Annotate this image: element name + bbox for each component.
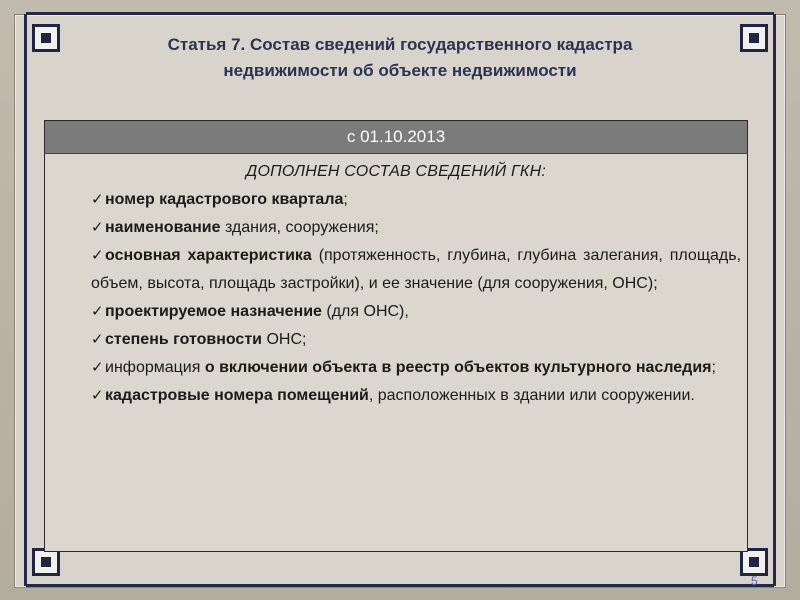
corner-square-icon bbox=[32, 24, 60, 52]
gkn-items-list bbox=[91, 186, 741, 410]
list-item bbox=[91, 382, 741, 410]
corner-square-icon bbox=[740, 24, 768, 52]
list-item bbox=[91, 354, 741, 382]
list-item-bold-text: о включении объекта в реестр объектов культурного наследия bbox=[204, 359, 712, 376]
slide-title-line-1: Статья 7. Состав сведений государственного кадастра bbox=[167, 35, 633, 54]
checkmark-icon: ✓ bbox=[91, 331, 104, 348]
list-item-text: (для ОНС), bbox=[321, 303, 409, 320]
checkmark-icon: ✓ bbox=[91, 219, 104, 236]
list-item-bold-text: проектируемое назначение bbox=[105, 303, 322, 320]
checkmark-icon: ✓ bbox=[91, 247, 104, 264]
checkmark-icon: ✓ bbox=[91, 359, 104, 376]
checkmark-icon: ✓ bbox=[91, 387, 104, 404]
slide-title-line-2: недвижимости об объекте недвижимости bbox=[223, 61, 577, 80]
list-item-text: ; bbox=[343, 191, 348, 208]
corner-square-icon bbox=[740, 548, 768, 576]
content-header: с 01.10.2013 bbox=[45, 121, 747, 154]
list-item bbox=[91, 214, 741, 242]
slide-title bbox=[80, 32, 720, 84]
content-body bbox=[45, 154, 747, 410]
list-item-bold-text: основная характеристика bbox=[105, 247, 312, 264]
list-item-bold-text: степень готовности bbox=[105, 331, 262, 348]
list-item-bold-text: номер кадастрового квартала bbox=[105, 191, 344, 208]
list-item-text: (протяженность, глубина, глубина залегания, площадь, объем, высота, площадь застройки), и ее значение (для сооружения, ОНС); bbox=[91, 247, 742, 292]
list-item-text: ОНС; bbox=[262, 331, 307, 348]
frame-bottom-line bbox=[26, 584, 774, 587]
list-item bbox=[91, 326, 741, 354]
list-item-text: , расположенных в здании или сооружении. bbox=[368, 387, 695, 404]
corner-square-icon bbox=[32, 548, 60, 576]
list-item bbox=[91, 186, 741, 214]
content-subheading: ДОПОЛНЕН СОСТАВ СВЕДЕНИЙ ГКН: bbox=[246, 163, 546, 180]
frame-left-line bbox=[24, 14, 27, 586]
list-item-text: ; bbox=[711, 359, 716, 376]
frame-top-line bbox=[26, 12, 774, 15]
list-item bbox=[91, 298, 741, 326]
page-number: 5 bbox=[751, 574, 758, 588]
list-item-bold-text: кадастровые номера помещений bbox=[105, 387, 369, 404]
frame-right-line bbox=[773, 14, 776, 586]
list-item-text: информация bbox=[105, 359, 205, 376]
checkmark-icon: ✓ bbox=[91, 303, 104, 320]
checkmark-icon: ✓ bbox=[91, 191, 104, 208]
content-box bbox=[44, 120, 748, 552]
list-item-bold-text: наименование bbox=[105, 219, 221, 236]
list-item bbox=[91, 242, 741, 298]
list-item-text: здания, сооружения; bbox=[220, 219, 379, 236]
